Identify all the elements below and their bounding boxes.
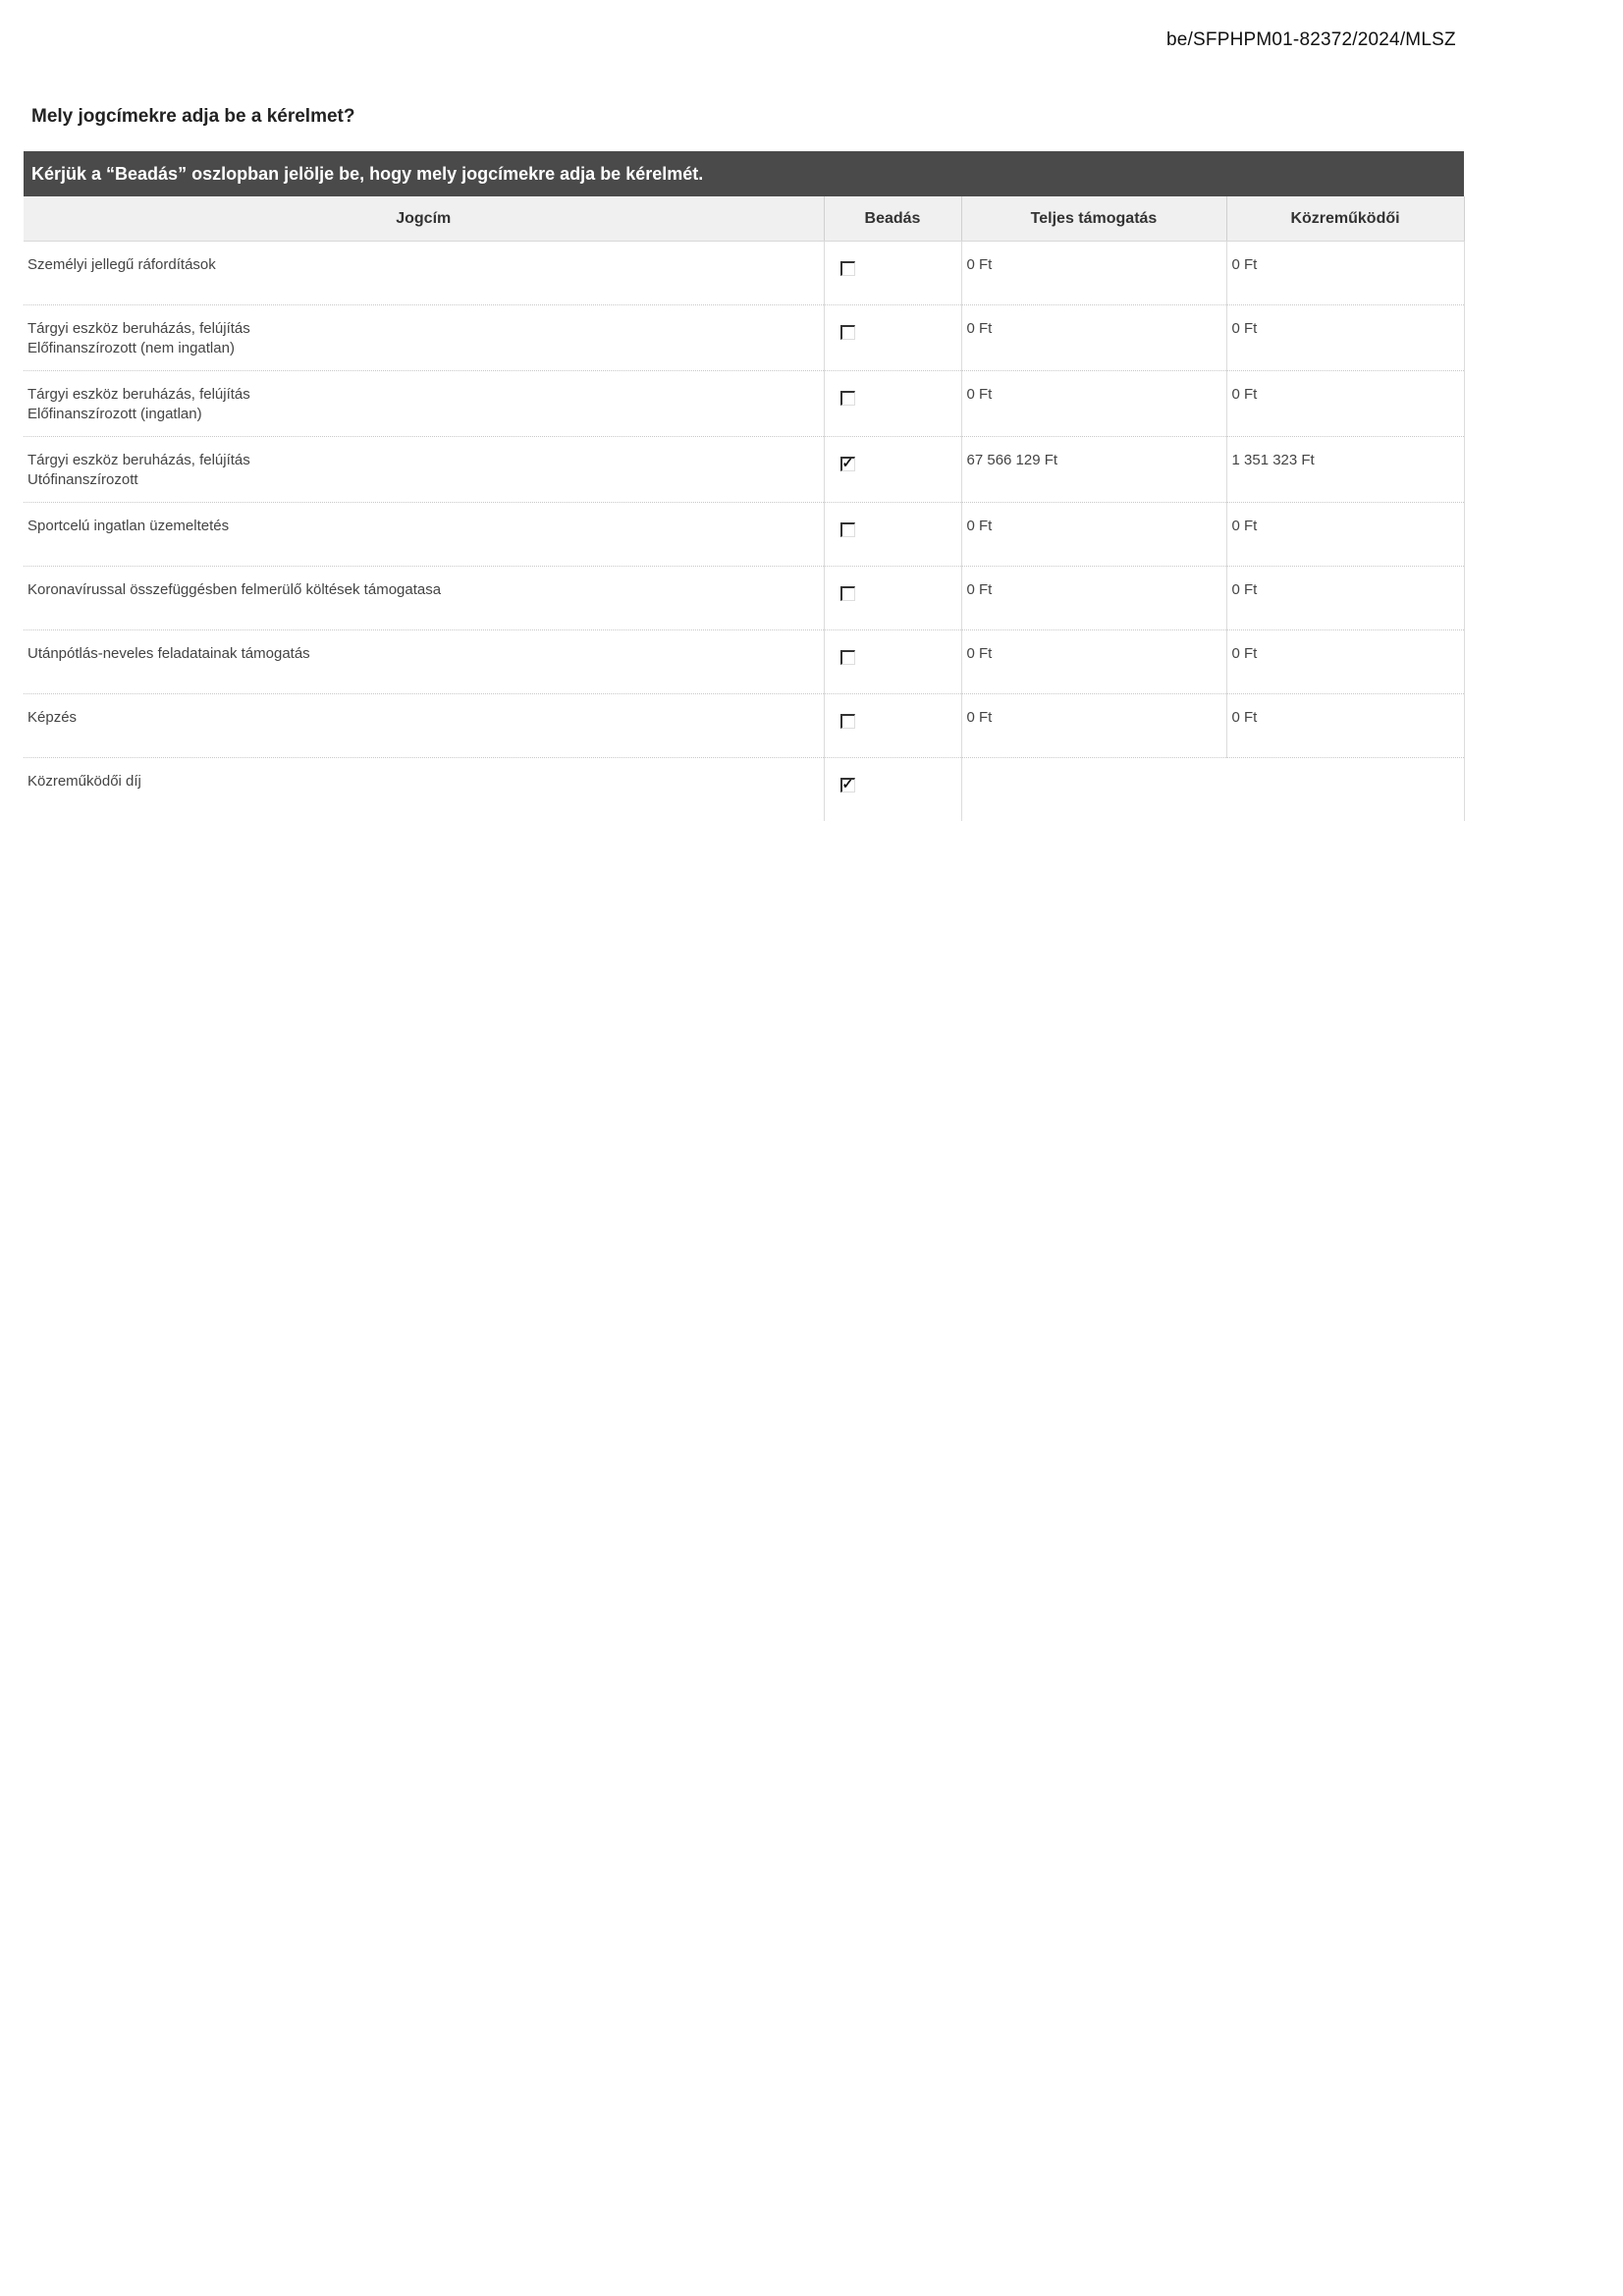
beadas-cell	[824, 630, 961, 694]
check-icon: ✓	[841, 776, 854, 792]
teljes-tamogatas-cell: 0 Ft	[961, 242, 1226, 305]
table-row	[24, 503, 1464, 567]
beadas-cell	[824, 758, 961, 822]
document-reference: be/SFPHPM01-82372/2024/MLSZ	[1166, 29, 1456, 50]
jogcim-label: Tárgyi eszköz beruházás, felújítás	[27, 320, 250, 337]
beadas-checkbox[interactable]	[840, 391, 855, 406]
jogcim-sublabel: Előfinanszírozott (ingatlan)	[27, 406, 202, 422]
jogcim-label: Személyi jellegű ráfordítások	[27, 256, 216, 273]
table-row	[24, 305, 1464, 371]
instruction-banner: Kérjük a “Beadás” oszlopban jelölje be, hogy mely jogcímekre adja be kérelmét.	[24, 151, 1464, 196]
beadas-checkbox[interactable]	[840, 650, 855, 665]
teljes-tamogatas-cell: 0 Ft	[961, 371, 1226, 437]
beadas-checkbox[interactable]	[840, 586, 855, 601]
beadas-cell	[824, 371, 961, 437]
table-row	[24, 437, 1464, 503]
kozremukodoi-cell: 0 Ft	[1226, 630, 1464, 694]
jogcim-cell	[24, 242, 824, 305]
beadas-cell	[824, 305, 961, 371]
beadas-checkbox[interactable]	[840, 714, 855, 729]
jogcim-section	[24, 151, 1464, 821]
beadas-checkbox[interactable]	[840, 778, 855, 793]
teljes-tamogatas-cell: 67 566 129 Ft	[961, 437, 1226, 503]
beadas-checkbox[interactable]	[840, 261, 855, 276]
jogcim-label: Közreműködői díj	[27, 773, 141, 790]
kozremukodoi-cell: 0 Ft	[1226, 694, 1464, 758]
beadas-cell	[824, 437, 961, 503]
jogcim-table	[24, 196, 1465, 821]
jogcim-label: Tárgyi eszköz beruházás, felújítás	[27, 386, 250, 403]
jogcim-sublabel: Előfinanszírozott (nem ingatlan)	[27, 340, 235, 356]
table-row	[24, 371, 1464, 437]
beadas-cell	[824, 242, 961, 305]
section-question: Mely jogcímekre adja be a kérelmet?	[31, 106, 355, 127]
jogcim-cell	[24, 503, 824, 567]
table-row	[24, 242, 1464, 305]
table-row	[24, 694, 1464, 758]
header-jogcim: Jogcím	[24, 196, 824, 242]
jogcim-cell	[24, 694, 824, 758]
jogcim-cell	[24, 437, 824, 503]
beadas-checkbox[interactable]	[840, 325, 855, 340]
table-row	[24, 567, 1464, 630]
jogcim-cell	[24, 371, 824, 437]
teljes-tamogatas-cell: 0 Ft	[961, 694, 1226, 758]
table-header-row	[24, 196, 1464, 242]
check-icon: ✓	[841, 455, 854, 470]
jogcim-cell	[24, 758, 824, 822]
teljes-tamogatas-cell: 0 Ft	[961, 630, 1226, 694]
teljes-tamogatas-cell: 0 Ft	[961, 305, 1226, 371]
jogcim-cell	[24, 305, 824, 371]
beadas-cell	[824, 694, 961, 758]
empty-amount-cell	[961, 758, 1464, 822]
jogcim-sublabel: Utófinanszírozott	[27, 471, 138, 488]
beadas-cell	[824, 567, 961, 630]
kozremukodoi-cell: 0 Ft	[1226, 242, 1464, 305]
kozremukodoi-cell: 0 Ft	[1226, 305, 1464, 371]
jogcim-cell	[24, 630, 824, 694]
header-kozremukodoi: Közreműködői	[1226, 196, 1464, 242]
kozremukodoi-cell: 0 Ft	[1226, 567, 1464, 630]
jogcim-label: Koronavírussal összefüggésben felmerülő költések támogatasa	[27, 581, 442, 598]
beadas-checkbox[interactable]	[840, 457, 855, 471]
header-beadas: Beadás	[824, 196, 961, 242]
jogcim-cell	[24, 567, 824, 630]
teljes-tamogatas-cell: 0 Ft	[961, 567, 1226, 630]
jogcim-label: Tárgyi eszköz beruházás, felújítás	[27, 452, 250, 468]
kozremukodoi-cell: 1 351 323 Ft	[1226, 437, 1464, 503]
jogcim-label: Utánpótlás-neveles feladatainak támogatás	[27, 645, 310, 662]
jogcim-label: Sportcelú ingatlan üzemeltetés	[27, 518, 230, 534]
table-row	[24, 630, 1464, 694]
header-teljes-tamogatas: Teljes támogatás	[961, 196, 1226, 242]
kozremukodoi-cell: 0 Ft	[1226, 503, 1464, 567]
kozremukodoi-cell: 0 Ft	[1226, 371, 1464, 437]
teljes-tamogatas-cell: 0 Ft	[961, 503, 1226, 567]
beadas-cell	[824, 503, 961, 567]
table-row	[24, 758, 1464, 822]
jogcim-label: Képzés	[27, 709, 78, 726]
beadas-checkbox[interactable]	[840, 522, 855, 537]
